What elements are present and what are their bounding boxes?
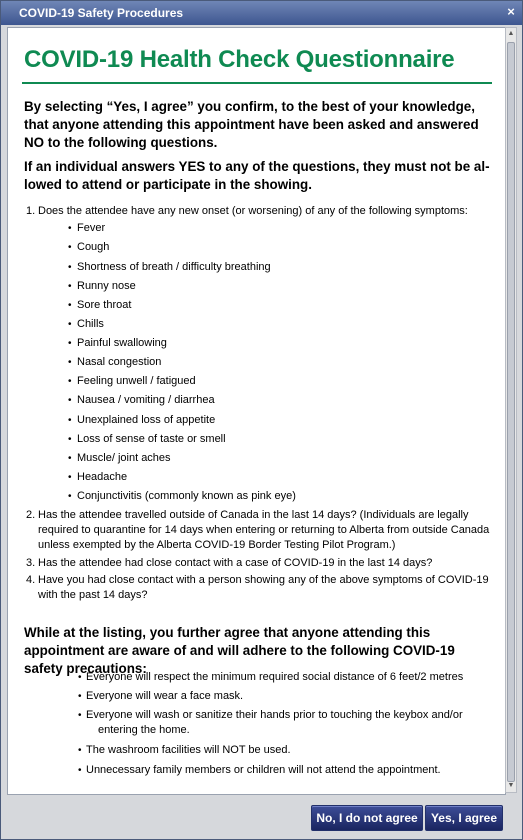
symptom-item: • Chills: [77, 317, 104, 332]
question-number: 4.: [26, 574, 36, 586]
agree-button[interactable]: Yes, I agree: [425, 805, 503, 831]
vertical-scrollbar[interactable]: [505, 27, 517, 793]
precaution-item: [86, 689, 494, 704]
symptom-item: • Painful swallowing: [77, 336, 167, 351]
question-1: [26, 204, 496, 219]
question-2: [26, 508, 496, 553]
precautions-intro: While at the listing, you further agree that anyone attending this appointment are aware of and will adhere to the following COVID-19 safety precautions:: [24, 625, 455, 676]
question-3: [26, 556, 496, 571]
precaution-item: [86, 670, 494, 685]
scroll-up-icon[interactable]: ▲: [507, 30, 515, 37]
scrollbar-thumb[interactable]: [507, 42, 515, 782]
precaution-text: Everyone will wear a face mask.: [86, 690, 244, 702]
symptom-item: • Nausea / vomiting / diarrhea: [77, 393, 215, 408]
precaution-text: Unnecessary family members or children will not attend the appointment.: [86, 764, 441, 776]
symptom-item: • Headache: [77, 470, 127, 485]
symptom-item: • Nasal congestion: [77, 355, 161, 370]
page-title: COVID-19 Health Check Questionnaire: [24, 46, 455, 73]
symptom-item: • Unexplained loss of appetite: [77, 413, 215, 428]
symptom-item: • Sore throat: [77, 298, 131, 313]
close-icon[interactable]: ×: [507, 4, 515, 19]
disagree-button[interactable]: No, I do not agree: [311, 805, 423, 831]
symptom-item: • Muscle/ joint aches: [77, 451, 171, 466]
question-text: Has the attendee had close contact with a case of COVID-19 in the last 14 days?: [38, 557, 433, 569]
question-number: 2.: [26, 509, 36, 521]
question-text: Does the attendee have any new onset (or worsening) of any of the following symptoms:: [38, 205, 468, 217]
title-bar[interactable]: [1, 1, 522, 25]
precaution-text: Everyone will respect the minimum required social distance of 6 feet/2 metres: [86, 671, 464, 683]
intro-confirmation: By selecting “Yes, I agree” you confirm, to the best of your knowledge, that anyone attending this appointment have been asked and answered NO to the following questions.: [24, 99, 479, 150]
precaution-item: [86, 708, 494, 738]
symptom-item: • Loss of sense of taste or smell: [77, 432, 226, 447]
precaution-item: [86, 743, 494, 758]
title-divider: [22, 82, 492, 84]
questionnaire-content: [7, 27, 506, 795]
symptom-item: • Fever: [77, 221, 105, 236]
precaution-text: The washroom facilities will NOT be used.: [86, 744, 291, 756]
question-text: Has the attendee travelled outside of Canada in the last 14 days? (Individuals are legally required to quarantine for 14 days when entering or returning to Alberta from outside Canada unless exempted by the Alberta COVID-19 Border Testing Pilot Program.): [38, 509, 490, 551]
symptom-item: • Shortness of breath / difficulty breathing: [77, 260, 271, 275]
dialog-footer: [1, 797, 522, 839]
symptom-item: • Feeling unwell / fatigued: [77, 374, 196, 389]
window-title: COVID-19 Safety Procedures: [19, 6, 184, 20]
precaution-text: Everyone will wash or sanitize their hands prior to touching the keybox and/or: [86, 709, 463, 721]
intro-warning: If an individual answers YES to any of the questions, they must not be al-lowed to attend or participate in the showing.: [24, 159, 490, 192]
symptom-item: • Cough: [77, 240, 109, 255]
question-number: 3.: [26, 557, 36, 569]
precaution-text-continued: entering the home.: [98, 724, 190, 736]
symptom-item: • Conjunctivitis (commonly known as pink eye): [77, 489, 296, 504]
precaution-item: [86, 763, 494, 778]
symptom-item: • Runny nose: [77, 279, 136, 294]
question-4: [26, 573, 496, 603]
scroll-down-icon[interactable]: ▼: [507, 782, 515, 789]
question-text: Have you had close contact with a person showing any of the above symptoms of COVID-19 with the past 14 days?: [38, 574, 489, 601]
question-number: 1.: [26, 205, 36, 217]
